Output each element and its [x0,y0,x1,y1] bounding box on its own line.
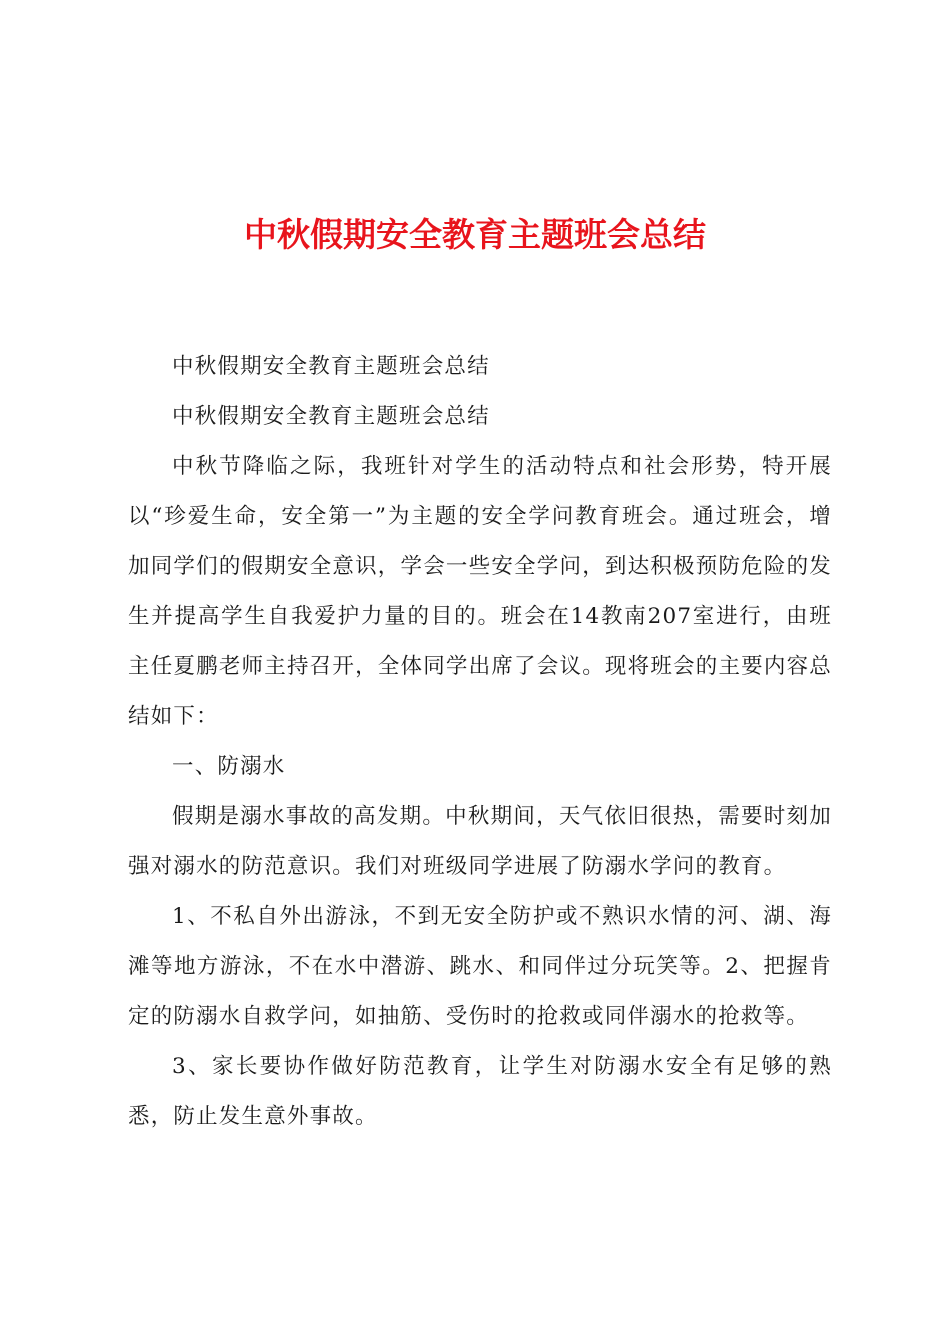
paragraph-drowning-points-1-2: 1、不私自外出游泳，不到无安全防护或不熟识水情的河、湖、海滩等地方游泳，不在水中潜游、跳水、和同伴过分玩笑等。2、把握肯定的防溺水自救学问，如抽筋、受伤时的抢救或同伴溺水的抢救等。 [128,904,832,1029]
paragraph-drowning-overview: 假期是溺水事故的高发期。中秋期间，天气依旧很热，需要时刻加强对溺水的防范意识。我们对班级同学进展了防溺水学问的教育。 [128,804,832,879]
document-title: 中秋假期安全教育主题班会总结 [244,215,706,254]
paragraph-subtitle-2: 中秋假期安全教育主题班会总结 [172,404,490,429]
paragraph-intro: 中秋节降临之际，我班针对学生的活动特点和社会形势，特开展以“珍爱生命，安全第一”为主题的安全学问教育班会。通过班会，增加同学们的假期安全意识，学会一些安全学问，到达积极预防危险的发生并提高学生自我爱护力量的目的。班会在14教南207室进行，由班主任夏鹏老师主持召开，全体同学出席了会议。现将班会的主要内容总结如下： [128,454,832,729]
document-body [128,342,832,1142]
paragraph-drowning-point-3: 3、家长要协作做好防范教育，让学生对防溺水安全有足够的熟悉，防止发生意外事故。 [128,1054,832,1129]
paragraph-subtitle-1: 中秋假期安全教育主题班会总结 [172,354,490,379]
section-heading-drowning: 一、防溺水 [172,754,286,779]
